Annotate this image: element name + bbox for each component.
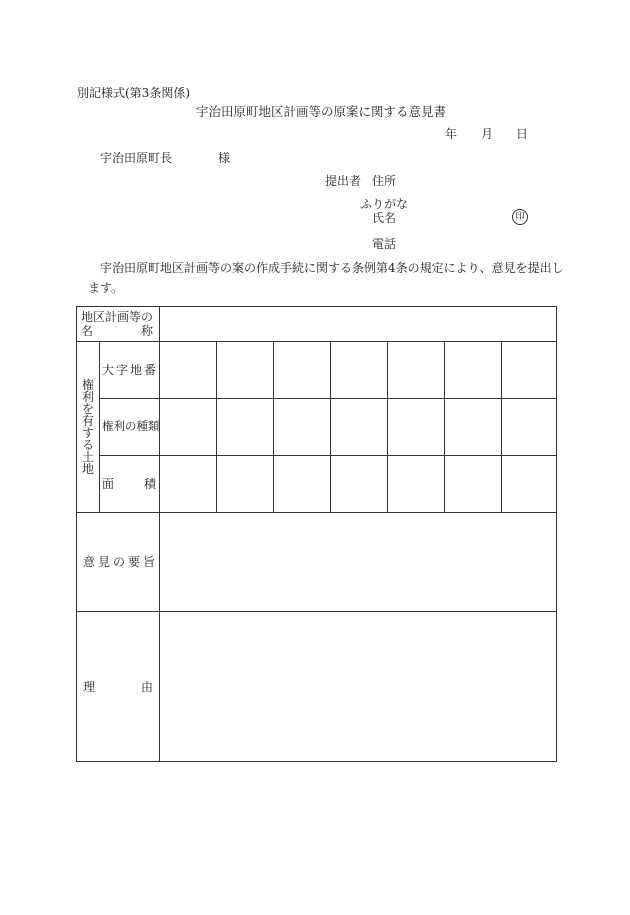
opinion-char: の <box>113 555 126 569</box>
oaza-char: 大 <box>102 363 115 377</box>
reason-char: 由 <box>141 679 154 694</box>
right-type-cell[interactable] <box>388 399 445 456</box>
land-group-char: 利 <box>81 390 94 404</box>
name-label: 氏名 <box>372 211 397 225</box>
area-char: 積 <box>144 477 157 491</box>
opinion-char: 意 <box>83 555 96 569</box>
oaza-chiban-cell[interactable] <box>160 342 217 399</box>
opinion-summary-input[interactable] <box>160 513 557 612</box>
date-month-label: 月 <box>481 127 494 141</box>
area-char: 面 <box>102 477 115 491</box>
land-rights-group-label <box>77 342 100 513</box>
oaza-chiban-cell[interactable] <box>217 342 274 399</box>
land-group-char: を <box>81 402 94 416</box>
district-name-input[interactable] <box>160 307 557 342</box>
district-name-label-b: 称 <box>141 324 154 338</box>
land-group-char: る <box>81 438 94 452</box>
date-day-label: 日 <box>516 127 529 141</box>
oaza-chiban-label <box>100 342 160 399</box>
addressee: 宇治田原町長 <box>100 151 173 165</box>
opinion-form-table <box>76 306 557 762</box>
area-cell[interactable] <box>502 456 557 513</box>
right-type-cell[interactable] <box>217 399 274 456</box>
reason-label <box>77 612 160 762</box>
oaza-char: 字 <box>116 363 129 377</box>
right-type-cell[interactable] <box>160 399 217 456</box>
right-type-cell[interactable] <box>502 399 557 456</box>
area-cell[interactable] <box>274 456 331 513</box>
right-type-row <box>77 399 557 456</box>
oaza-chiban-cell[interactable] <box>502 342 557 399</box>
form-label: 別記様式(第3条関係) <box>77 86 190 100</box>
area-cell[interactable] <box>217 456 274 513</box>
reason-row <box>77 612 557 762</box>
land-group-char: 地 <box>81 462 94 476</box>
right-type-cell[interactable] <box>274 399 331 456</box>
oaza-chiban-cell[interactable] <box>445 342 502 399</box>
district-name-label-a: 名 <box>81 324 94 338</box>
address-label: 住所 <box>372 174 397 188</box>
district-name-label-line1: 地区計画等の <box>81 310 154 324</box>
oaza-chiban-row <box>77 342 557 399</box>
opinion-summary-label <box>77 513 160 612</box>
oaza-char: 番 <box>144 363 157 377</box>
area-label <box>100 456 160 513</box>
oaza-chiban-cell[interactable] <box>388 342 445 399</box>
area-cell[interactable] <box>388 456 445 513</box>
land-group-char: す <box>81 426 94 440</box>
oaza-char: 地 <box>130 363 143 377</box>
land-group-char: 有 <box>81 414 94 428</box>
opinion-char: 旨 <box>143 555 156 569</box>
right-type-label: 権利の種類 <box>100 399 160 456</box>
opinion-char: 見 <box>98 555 111 569</box>
land-group-char: 権 <box>81 378 94 392</box>
land-group-char: 土 <box>81 450 94 464</box>
date-year-label: 年 <box>445 127 458 141</box>
reason-char: 理 <box>83 679 96 694</box>
phone-label: 電話 <box>372 237 397 251</box>
addressee-honorific: 様 <box>218 151 231 165</box>
submitter-label: 提出者 <box>325 174 362 188</box>
area-cell[interactable] <box>160 456 217 513</box>
statement-line-2: ます。 <box>88 281 124 295</box>
furigana-label: ふりがな <box>360 197 409 211</box>
document-title: 宇治田原町地区計画等の原案に関する意見書 <box>196 104 447 119</box>
area-row <box>77 456 557 513</box>
area-cell[interactable] <box>331 456 388 513</box>
seal-mark: 印 <box>512 209 528 225</box>
area-cell[interactable] <box>445 456 502 513</box>
oaza-chiban-cell[interactable] <box>331 342 388 399</box>
opinion-char: 要 <box>128 555 141 569</box>
opinion-summary-row <box>77 513 557 612</box>
district-name-label-cell <box>77 307 160 342</box>
statement-line-1: 宇治田原町地区計画等の案の作成手続に関する条例第4条の規定により、意見を提出し <box>100 261 564 275</box>
right-type-cell[interactable] <box>445 399 502 456</box>
oaza-chiban-cell[interactable] <box>274 342 331 399</box>
reason-input[interactable] <box>160 612 557 762</box>
district-name-row <box>77 307 557 342</box>
right-type-cell[interactable] <box>331 399 388 456</box>
